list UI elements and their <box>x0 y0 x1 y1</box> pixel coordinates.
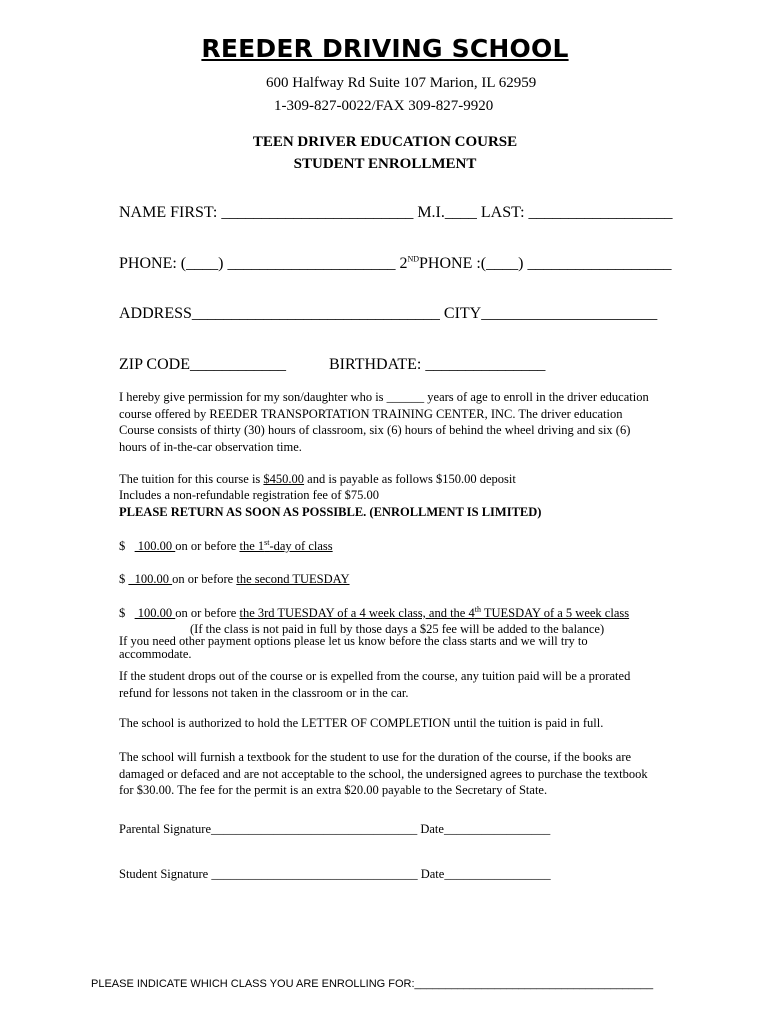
payment-row: $ 100.00 on or before the second TUESDAY <box>119 572 350 586</box>
school-phones: 1-309-827-0022/FAX 309-827-9920 <box>274 98 494 114</box>
permission-paragraph: I hereby give permission for my son/daughter who is ______ years of age to enroll in the driver education course offered by REEDER TRANSPORTATION TRAINING CENTER, INC. The driver education Course consists of thirty (30) hours of classroom, six (6) hours of behind the wheel driving and six (6) hours of in-the-car observation time. <box>119 390 649 454</box>
class-enrollment-field[interactable]: PLEASE INDICATE WHICH CLASS YOU ARE ENROLLING FOR:_______________________________________ <box>91 978 654 990</box>
payment-row: $ 100.00 on or before the 3rd TUESDAY of a 4 week class, and the 4th TUESDAY of a 5 week class <box>119 604 630 620</box>
birthdate-field[interactable]: BIRTHDATE: _______________ <box>329 356 546 373</box>
school-address: 600 Halfway Rd Suite 107 Marion, IL 62959 <box>266 75 537 91</box>
payment-options-note: If you need other payment options please let us know before the class starts and we will try to accommodate. <box>119 634 588 661</box>
parental-signature-field[interactable]: Parental Signature_________________________________ Date_________________ <box>119 822 551 836</box>
form-heading-enrollment: STUDENT ENROLLMENT <box>293 156 477 172</box>
letter-of-completion-note: The school is authorized to hold the LETTER OF COMPLETION until the tuition is paid in full. <box>119 716 604 730</box>
drop-policy-paragraph: If the student drops out of the course or is expelled from the course, any tuition paid will be a prorated refund for lessons not taken in the classroom or in the car. <box>119 669 631 700</box>
textbook-paragraph: The school will furnish a textbook for the student to use for the duration of the course, if the books are damaged or defaced and are not acceptable to the school, the undersigned agrees to purchase the textbook for $30.00. The fee for the permit is an extra $20.00 payable to the Secretary of State. <box>119 750 648 797</box>
school-name: REEDER DRIVING SCHOOL <box>201 34 569 63</box>
payment-row: $ 100.00 on or before the 1st-day of class <box>119 537 333 553</box>
address-city-field[interactable]: ADDRESS_______________________________ CITY______________________ <box>119 305 658 322</box>
late-fee-note: (If the class is not paid in full by those days a $25 fee will be added to the balance) <box>190 622 605 636</box>
student-signature-field[interactable]: Student Signature _________________________________ Date_________________ <box>119 867 551 881</box>
tuition-line: The tuition for this course is $450.00 and is payable as follows $150.00 deposit <box>119 472 516 486</box>
name-field[interactable]: NAME FIRST: ________________________ M.I.____ LAST: __________________ <box>119 204 673 221</box>
zip-code-field[interactable]: ZIP CODE____________ <box>119 356 286 373</box>
phone-fields[interactable]: PHONE: (____) _____________________ 2NDPHONE :(____) __________________ <box>119 254 672 272</box>
form-heading-course: TEEN DRIVER EDUCATION COURSE <box>252 134 518 150</box>
registration-fee-line: Includes a non-refundable registration fee of $75.00 <box>119 488 379 502</box>
return-notice: PLEASE RETURN AS SOON AS POSSIBLE. (ENROLLMENT IS LIMITED) <box>119 505 542 519</box>
